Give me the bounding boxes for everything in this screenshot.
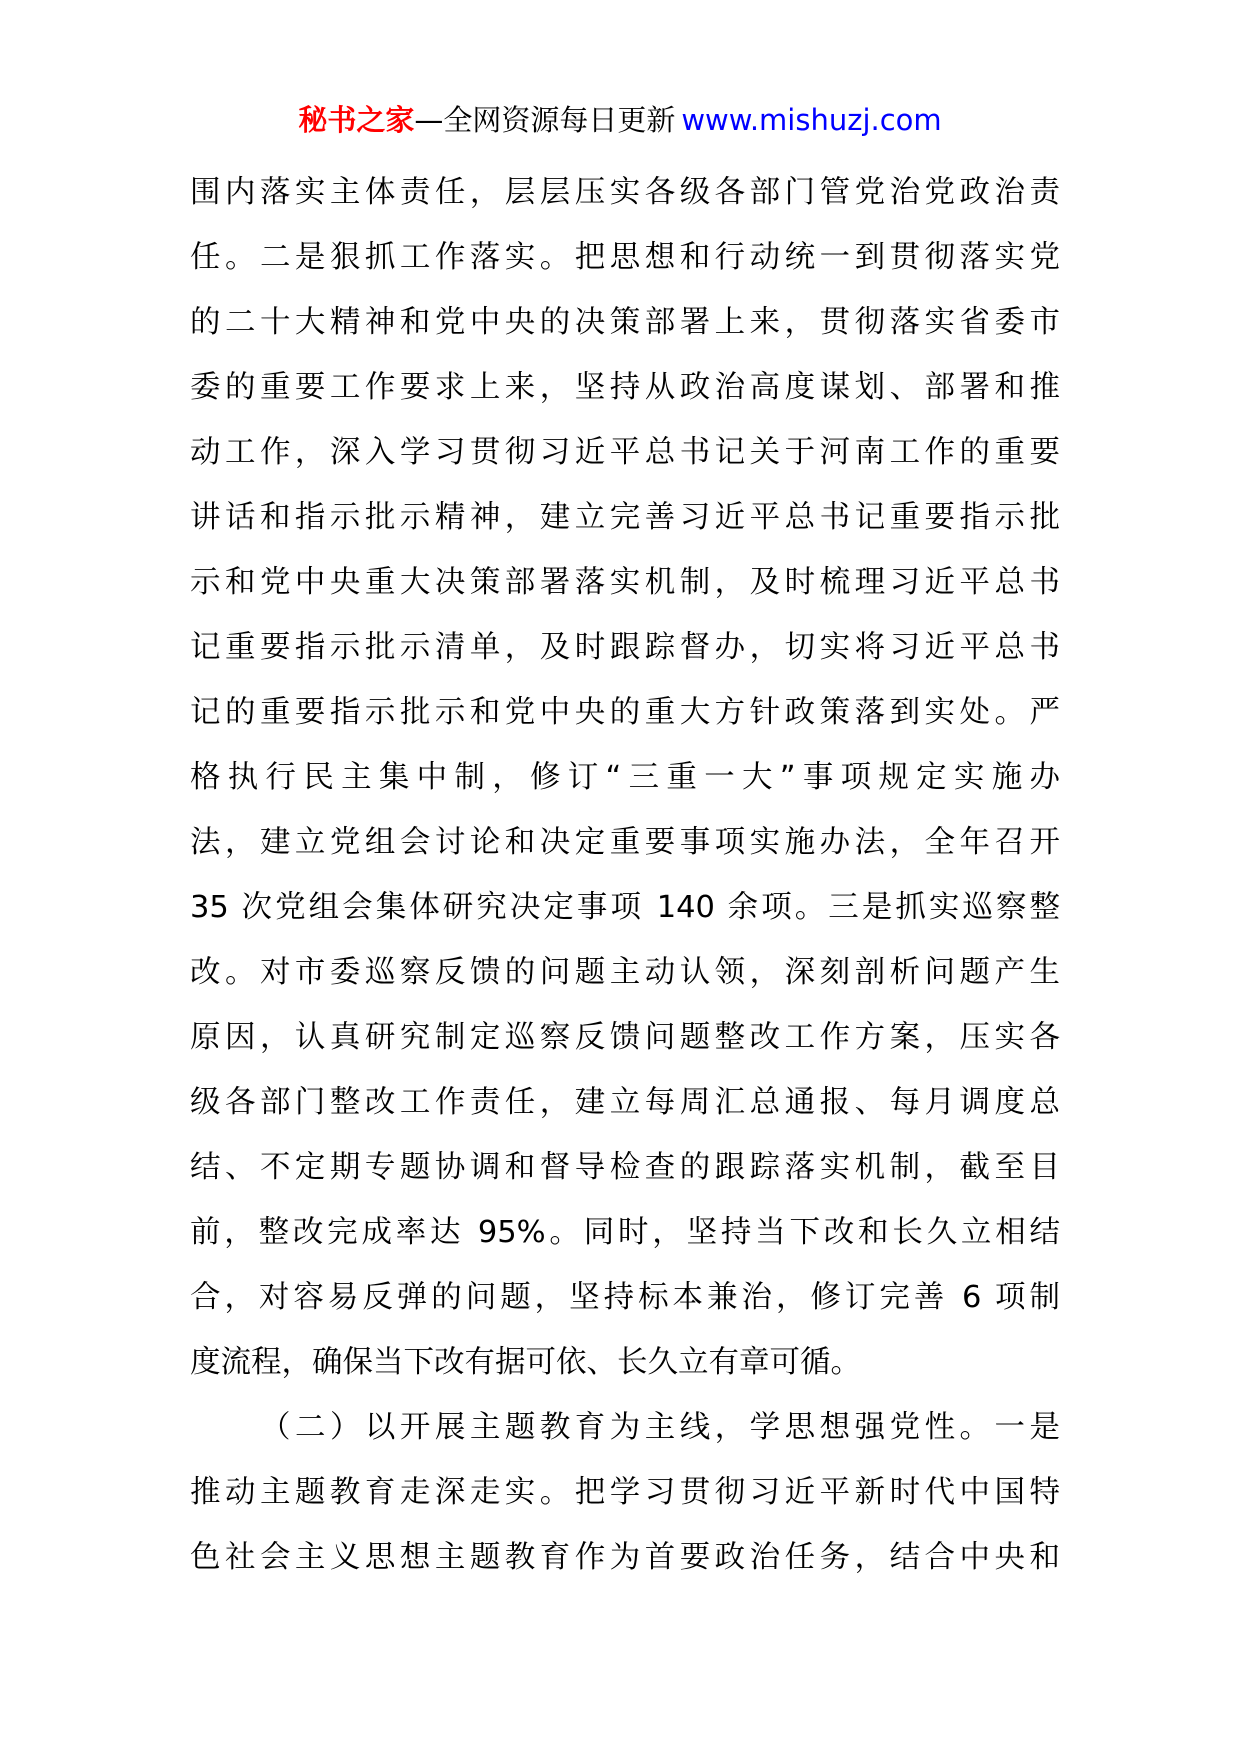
body-line: 35 次党组会集体研究决定事项 140 余项。三是抓实巡察整 xyxy=(190,890,1060,925)
body-line: 推动主题教育走深走实。把学习贯彻习近平新时代中国特 xyxy=(190,1475,1060,1510)
section-heading-line: （二）以开展主题教育为主线，学思想强党性。一是 xyxy=(260,1410,1060,1445)
site-header xyxy=(0,100,1240,140)
body-line: 示和党中央重大决策部署落实机制，及时梳理习近平总书 xyxy=(190,565,1060,600)
body-line: 格执行民主集中制，修订“三重一大”事项规定实施办 xyxy=(190,760,1060,795)
body-line: 结、不定期专题协调和督导检查的跟踪落实机制，截至目 xyxy=(190,1150,1060,1185)
body-line: 记重要指示批示清单，及时跟踪督办，切实将习近平总书 xyxy=(190,630,1060,665)
body-line: 改。对市委巡察反馈的问题主动认领，深刻剖析问题产生 xyxy=(190,955,1060,990)
body-line: 级各部门整改工作责任，建立每周汇总通报、每月调度总 xyxy=(190,1085,1060,1120)
site-url-link[interactable]: www.mishuzj.com xyxy=(681,103,942,137)
body-line: 记的重要指示批示和党中央的重大方针政策落到实处。严 xyxy=(190,695,1060,730)
body-line: 原因，认真研究制定巡察反馈问题整改工作方案，压实各 xyxy=(190,1020,1060,1055)
header-tagline: —全网资源每日更新 xyxy=(414,103,676,137)
body-line: 色社会主义思想主题教育作为首要政治任务，结合中央和 xyxy=(190,1540,1060,1575)
body-line: 合，对容易反弹的问题，坚持标本兼治，修订完善 6 项制 xyxy=(190,1280,1060,1315)
document-body xyxy=(190,160,1060,1590)
body-line: 围内落实主体责任，层层压实各级各部门管党治党政治责 xyxy=(190,175,1060,210)
body-line: 法，建立党组会讨论和决定重要事项实施办法，全年召开 xyxy=(190,825,1060,860)
body-line: 动工作，深入学习贯彻习近平总书记关于河南工作的重要 xyxy=(190,435,1060,470)
body-line: 前，整改完成率达 95%。同时，坚持当下改和长久立相结 xyxy=(190,1215,1060,1250)
body-line: 委的重要工作要求上来，坚持从政治高度谋划、部署和推 xyxy=(190,370,1060,405)
brand-name: 秘书之家 xyxy=(298,103,415,137)
body-line: 讲话和指示批示精神，建立完善习近平总书记重要指示批 xyxy=(190,500,1060,535)
body-line: 的二十大精神和党中央的决策部署上来，贯彻落实省委市 xyxy=(190,305,1060,340)
body-line: 任。二是狠抓工作落实。把思想和行动统一到贯彻落实党 xyxy=(190,240,1060,275)
paragraph-end-line: 度流程，确保当下改有据可依、长久立有章可循。 xyxy=(190,1345,861,1380)
